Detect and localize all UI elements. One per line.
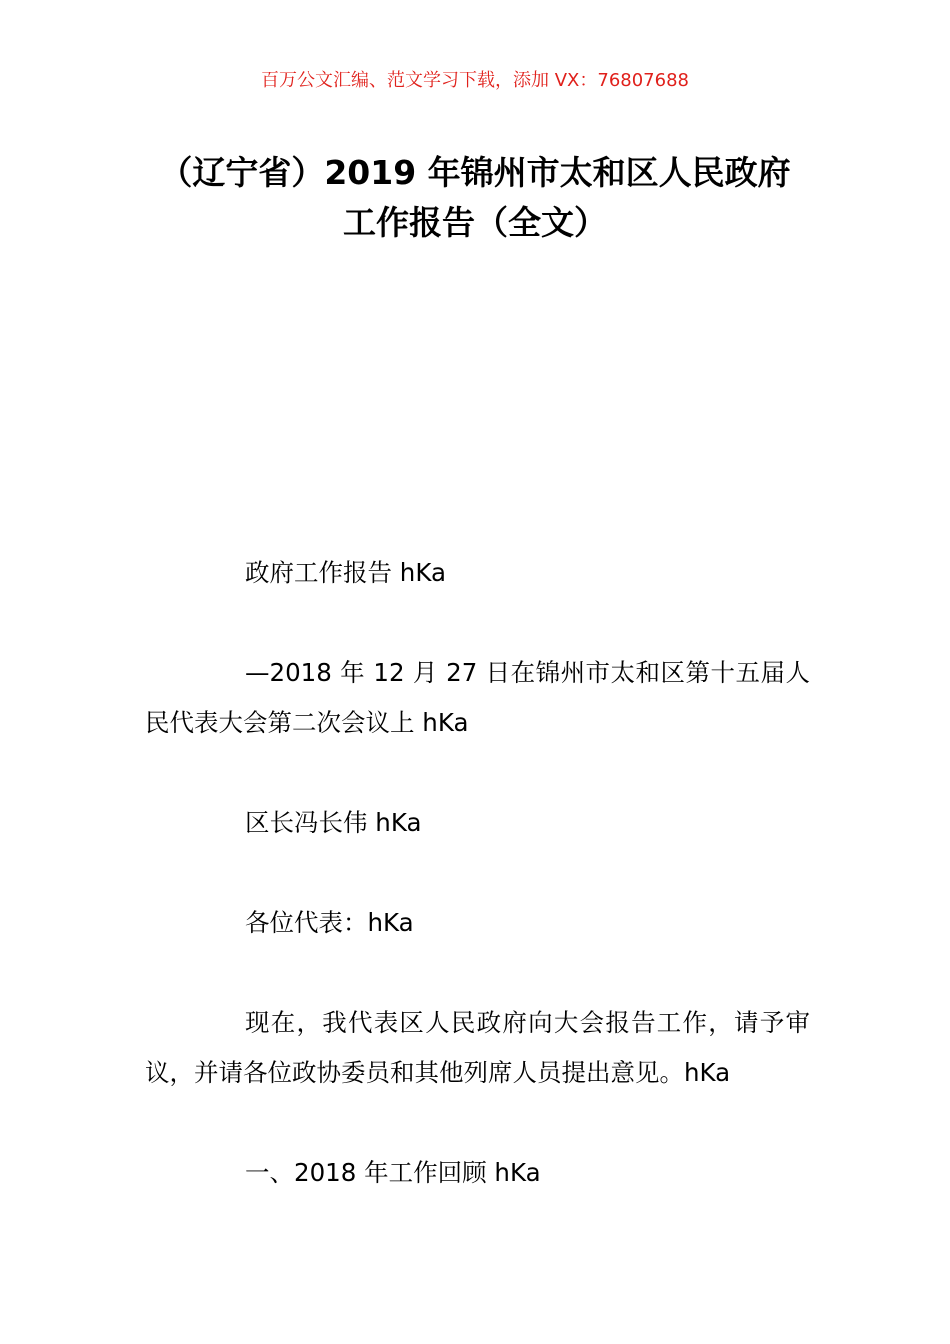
header-promo-note: 百万公文汇编、范文学习下载，添加 VX：76807688 <box>261 70 689 91</box>
title-line-2: 工作报告（全文） <box>343 203 607 242</box>
paragraph-speaker: 区长冯长伟 hKa <box>245 808 422 837</box>
paragraph-meeting-info: —2018 年 12 月 27 日在锦州市太和区第十五届人民代表大会第二次会议上 hKa <box>145 658 810 737</box>
paragraph-intro: 现在，我代表区人民政府向大会报告工作，请予审议，并请各位政协委员和其他列席人员提出意见。hKa <box>145 1008 810 1087</box>
paragraph-report-heading: 政府工作报告 hKa <box>245 558 446 587</box>
title-line-1: （辽宁省）2019 年锦州市太和区人民政府 <box>159 153 791 192</box>
paragraph-salutation: 各位代表：hKa <box>245 908 414 937</box>
document-title <box>140 148 810 248</box>
document-body <box>145 548 810 1248</box>
paragraph-section-heading: 一、2018 年工作回顾 hKa <box>245 1158 541 1187</box>
